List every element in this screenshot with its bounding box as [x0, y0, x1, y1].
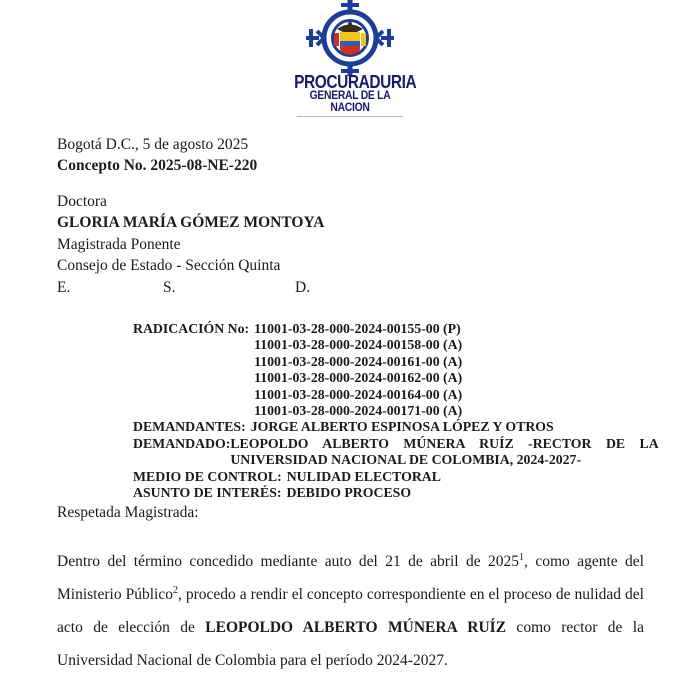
- docket-block: [133, 321, 659, 501]
- asunto-line: [133, 485, 644, 501]
- logo-title: PROCURADURIA: [294, 72, 417, 92]
- paragraph-segment: como rector de la Universidad Nacional de Colombia para el período 2024-2027.: [57, 619, 644, 669]
- asunto-value: DEBIDO PROCESO: [286, 485, 412, 501]
- body-paragraph: [57, 545, 644, 675]
- demandantes-value: JORGE ALBERTO ESPINOSA LÓPEZ Y OTROS: [250, 419, 554, 435]
- esd-s: S.: [163, 278, 176, 296]
- addressee-block: [57, 191, 324, 298]
- paragraph-segment: , procedo a rendir el concepto correspondiente en el proceso de nulidad del acto de elección de: [57, 586, 644, 636]
- greeting: Respetada Magistrada:: [57, 504, 199, 521]
- date-block: [57, 134, 257, 177]
- demandado-label: DEMANDADO:: [133, 435, 231, 451]
- radicacion-number: 11001-03-28-000-2024-00158-00 (A): [254, 337, 463, 353]
- footnote-marker-1: 1: [519, 551, 525, 563]
- asunto-label: ASUNTO DE INTERÉS:: [133, 485, 282, 501]
- radicacion-number: 11001-03-28-000-2024-00171-00 (A): [254, 403, 463, 419]
- demandado-line1: LEOPOLDO ALBERTO MÚNERA RUÍZ -RECTOR DE LA: [230, 435, 659, 451]
- radicacion-number: 11001-03-28-000-2024-00161-00 (A): [254, 353, 463, 369]
- court-name: Consejo de Estado - Sección Quinta: [57, 257, 281, 275]
- salutation: Doctora: [57, 193, 107, 210]
- radicacion-number: 11001-03-28-000-2024-00155-00 (P): [254, 321, 461, 336]
- magistrate-name: GLORIA MARÍA GÓMEZ MONTOYA: [57, 214, 325, 232]
- demandado-value: [230, 436, 658, 469]
- radicacion-label: RADICACIÓN No:: [133, 321, 250, 336]
- esd-line: [57, 277, 324, 298]
- demandantes-label: DEMANDANTES:: [133, 419, 246, 435]
- esd-d: D.: [295, 278, 311, 296]
- paragraph-segment: , como agente del Ministerio Público: [57, 553, 644, 603]
- logo-subtitle: GENERAL DE LA NACION: [309, 90, 391, 114]
- logo-underline: [297, 116, 403, 117]
- medio-value: NULIDAD ELECTORAL: [286, 468, 441, 484]
- radicacion-block: [133, 321, 644, 419]
- date-line: Bogotá D.C., 5 de agosto 2025: [57, 136, 249, 153]
- footnote-marker-2: 2: [172, 584, 178, 596]
- radicacion-number: 11001-03-28-000-2024-00164-00 (A): [254, 386, 463, 402]
- procuraduria-logo: [285, 0, 415, 117]
- paragraph-segment: Dentro del término concedido mediante auto del 21 de abril de 2025: [57, 553, 520, 570]
- magistrate-role: Magistrada Ponente: [57, 235, 181, 253]
- esd-e: E.: [57, 278, 71, 296]
- radicacion-numbers: [254, 321, 462, 419]
- demandado-block: [133, 435, 659, 469]
- concept-number: Concepto No. 2025-08-NE-220: [57, 157, 258, 175]
- demandado-line2: UNIVERSIDAD NACIONAL DE COLOMBIA, 2024-2027-: [230, 452, 582, 468]
- defendant-name: LEOPOLDO ALBERTO MÚNERA RUÍZ: [205, 619, 507, 636]
- medio-line: [133, 469, 644, 485]
- demandantes-line: [133, 419, 644, 435]
- radicacion-number: 11001-03-28-000-2024-00162-00 (A): [254, 370, 463, 386]
- procuraduria-crest-icon: [306, 0, 394, 76]
- medio-label: MEDIO DE CONTROL:: [133, 468, 282, 484]
